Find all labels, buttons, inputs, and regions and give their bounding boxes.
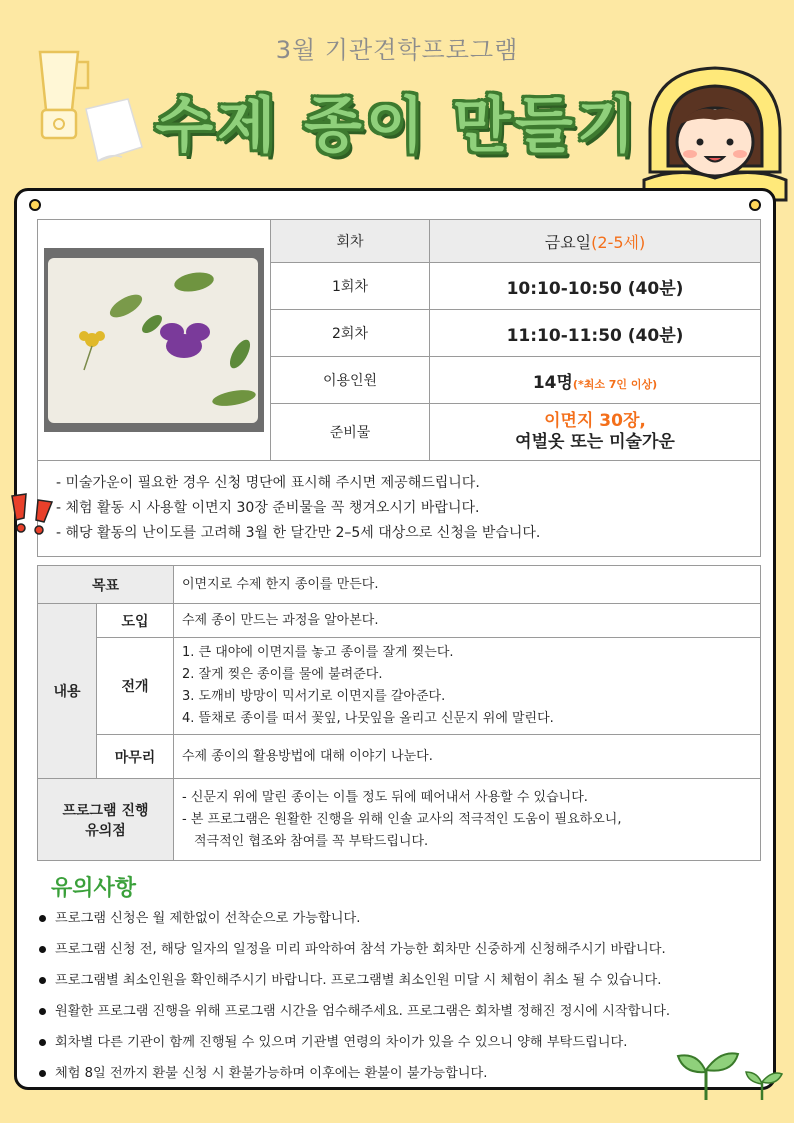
header-day: [430, 220, 761, 263]
precautions-title: 유의사항: [51, 876, 137, 901]
session-1-time: 10:10-10:50 (40분): [430, 263, 761, 310]
goal-label: 목표: [38, 566, 174, 604]
main-title: 수제 종이 만들기: [155, 91, 639, 161]
capacity-value: [430, 357, 761, 404]
materials-line-1: 이면지 30장,: [544, 411, 646, 431]
development-steps: [174, 638, 761, 735]
precautions-list: [37, 903, 670, 1089]
header-session: 회차: [271, 220, 430, 263]
session-2-label: 2회차: [271, 310, 430, 357]
caution-line: - 신문지 위에 말린 종이는 이틀 정도 뒤에 떼어내서 사용할 수 있습니다.: [182, 789, 588, 805]
note-item: - 체험 활동 시 사용할 이면지 30장 준비물을 꼭 챙겨오시기 바랍니다.: [56, 500, 480, 516]
precaution-item: 원활한 프로그램 진행을 위해 프로그램 시간을 엄수해주세요. 프로그램은 회차별 정해진 정시에 시작합니다.: [37, 996, 670, 1027]
pin-icon: [749, 199, 761, 211]
sprout-icon: [676, 1046, 786, 1102]
session-1-label: 1회차: [271, 263, 430, 310]
materials-label: 준비물: [271, 404, 430, 461]
note-item: - 미술가운이 필요한 경우 신청 명단에 표시해 주시면 제공해드립니다.: [56, 475, 480, 491]
precaution-item: 프로그램 신청 전, 해당 일자의 일정을 미리 파악하여 참석 가능한 회차만 신중하게 신청해주시기 바랍니다.: [37, 934, 670, 965]
caution-text: [174, 779, 761, 861]
note-item: - 해당 활동의 난이도를 고려해 3월 한 달간만 2–5세 대상으로 신청을 받습니다.: [56, 525, 541, 541]
step-item: 1. 큰 대야에 이면지를 놓고 종이를 잘게 찢는다.: [182, 645, 454, 660]
exclamation-icon: [4, 490, 60, 538]
caution-label-line-2: 유의점: [85, 822, 126, 839]
capacity-count: 14명: [532, 372, 573, 393]
wrapup-label: 마무리: [97, 735, 174, 779]
caution-line: - 본 프로그램은 원활한 진행을 위해 인솔 교사의 적극적인 도움이 필요하오니,: [182, 811, 622, 827]
step-item: 4. 뜰채로 종이를 떠서 꽃잎, 나뭇잎을 올리고 신문지 위에 말린다.: [182, 711, 554, 726]
schedule-table: [37, 219, 761, 557]
step-item: 2. 잘게 찢은 종이를 물에 불려준다.: [182, 667, 383, 682]
subtitle: 3월 기관견학프로그램: [275, 36, 519, 64]
caution-label: [38, 779, 174, 861]
caution-line: 적극적인 협조와 참여를 꼭 부탁드립니다.: [194, 833, 429, 849]
materials-value: [430, 404, 761, 461]
capacity-note: (*최소 7인 이상): [572, 377, 658, 391]
step-item: 3. 도깨비 방망이 믹서기로 이면지를 갈아준다.: [182, 689, 446, 704]
precaution-item: 프로그램 신청은 월 제한없이 선착순으로 가능합니다.: [37, 903, 670, 934]
pin-icon: [29, 199, 41, 211]
intro-text: 수제 종이 만드는 과정을 알아본다.: [174, 604, 761, 638]
caution-label-line-1: 프로그램 진행: [62, 802, 149, 819]
notes-cell: [38, 461, 761, 557]
program-table: [37, 565, 761, 861]
precaution-item: 프로그램별 최소인원을 확인해주시기 바랍니다. 프로그램별 최소인원 미달 시 체험이 취소 될 수 있습니다.: [37, 965, 670, 996]
precaution-item: 체험 8일 전까지 환불 신청 시 환불가능하며 이후에는 환불이 불가능합니다.: [37, 1058, 670, 1089]
day-label: 금요일: [544, 232, 592, 252]
precaution-item: 회차별 다른 기관이 함께 진행될 수 있으며 기관별 연령의 차이가 있을 수 있으니 양해 부탁드립니다.: [37, 1027, 670, 1058]
materials-line-2: 여벌옷 또는 미술가운: [515, 432, 675, 452]
handmade-paper-photo: [44, 248, 264, 432]
development-label: 전개: [97, 638, 174, 735]
content-card: [14, 188, 776, 1090]
goal-text: 이면지로 수제 한지 종이를 만든다.: [174, 566, 761, 604]
session-2-time: 11:10-11:50 (40분): [430, 310, 761, 357]
girl-character-icon: [640, 62, 790, 202]
intro-label: 도입: [97, 604, 174, 638]
wrapup-text: 수제 종이의 활용방법에 대해 이야기 나눈다.: [174, 735, 761, 779]
photo-cell: [38, 220, 271, 461]
content-label: 내용: [38, 604, 97, 779]
age-label: (2-5세): [591, 232, 646, 252]
capacity-label: 이용인원: [271, 357, 430, 404]
